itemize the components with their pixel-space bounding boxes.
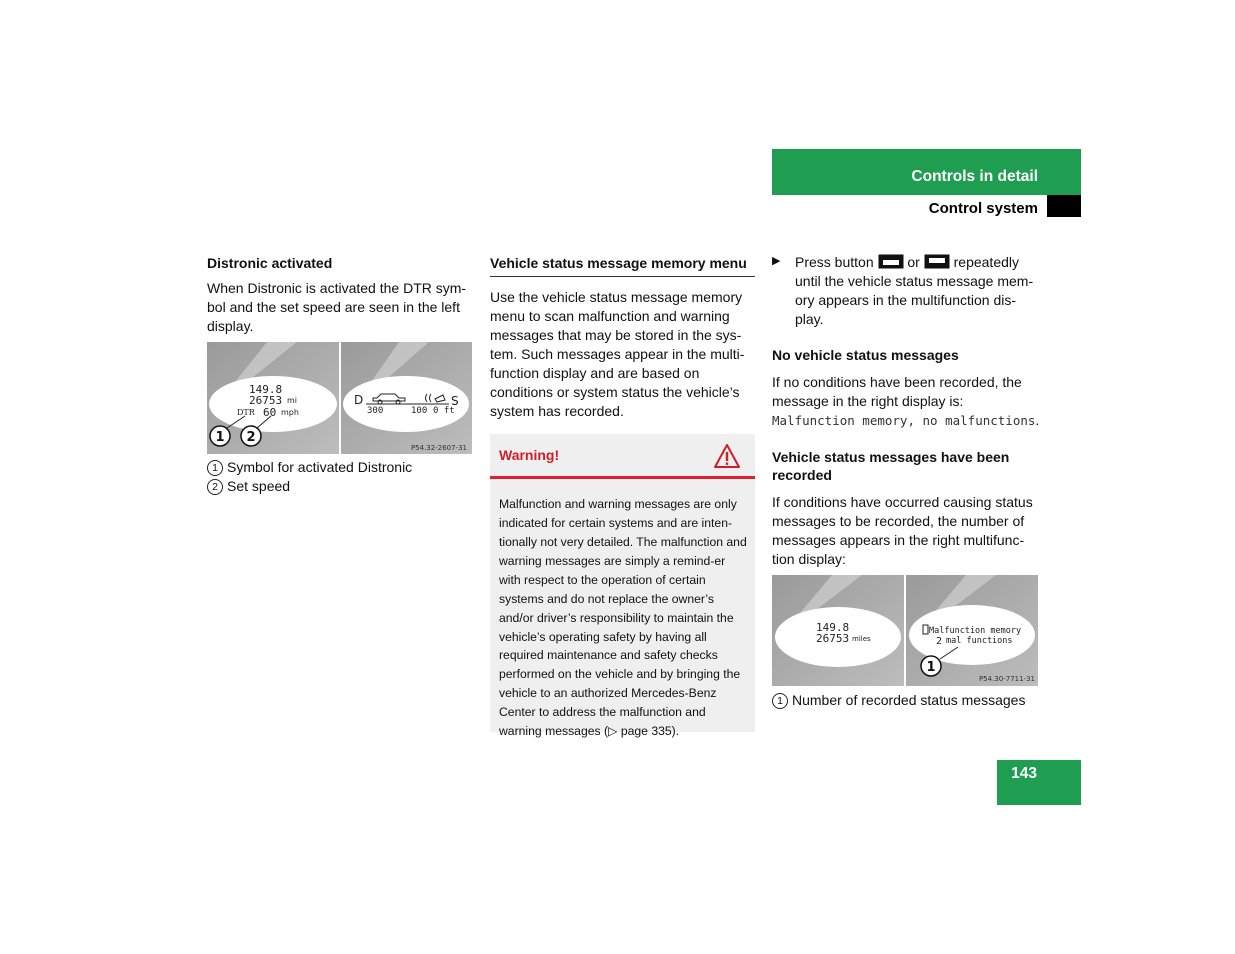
odo-value: 26753 bbox=[249, 394, 283, 407]
malfunction-line1: Malfunction memory bbox=[929, 626, 1022, 636]
callout-2: 2 bbox=[246, 430, 256, 445]
memory-menu-heading: Vehicle status message memory menu bbox=[490, 255, 747, 271]
warning-rule bbox=[490, 476, 755, 479]
trip-value: 149.8 bbox=[249, 383, 283, 396]
callout-1: 1 bbox=[926, 660, 936, 675]
step-bullet: ▶ bbox=[772, 255, 781, 267]
legend-num: 2 bbox=[207, 479, 223, 495]
odo-value: 26753 bbox=[816, 632, 850, 645]
distronic-heading: Distronic activated bbox=[207, 255, 333, 271]
step-text: Press button or repeatedly until the vehicle status message mem-ory appears in the multifunction dis-play. bbox=[795, 254, 1034, 327]
legend-num: 1 bbox=[207, 460, 223, 476]
gear-letter-d: D bbox=[354, 393, 364, 407]
button-up-icon bbox=[878, 254, 904, 269]
distronic-text: When Distronic is activated the DTR sym-bol and the set speed are seen in the left display. bbox=[207, 280, 467, 334]
display-photo-distronic-right bbox=[341, 342, 472, 454]
speed-unit: mph bbox=[281, 408, 299, 417]
section-title: Controls in detail bbox=[911, 168, 1038, 185]
subsection-title: Control system bbox=[928, 200, 1038, 217]
display-photo-status-left bbox=[772, 575, 904, 686]
image-code: P54.32-2607-31 bbox=[410, 444, 467, 452]
legend-item bbox=[207, 477, 477, 496]
odo-unit: miles bbox=[852, 635, 871, 643]
callout-1: 1 bbox=[215, 430, 225, 445]
header-marker bbox=[1047, 195, 1081, 217]
dist-300: 300 bbox=[367, 406, 384, 416]
recorded-text: If conditions have occurred causing status messages to be recorded, the number of messages appears in the right multifunc-tion display: bbox=[772, 494, 1033, 567]
recorded-heading: Vehicle status messages have been recorded bbox=[772, 449, 1010, 483]
legend-text: Symbol for activated Distronic bbox=[227, 459, 413, 475]
dtr-symbol: DTR bbox=[237, 408, 255, 417]
page-number: 143 bbox=[1011, 765, 1037, 782]
dist-0ft: 0 ft bbox=[433, 406, 455, 416]
no-messages-text: If no conditions have been recorded, the message in the right display is: Malfunction memory, no malfunctions. bbox=[772, 374, 1040, 428]
legend-item bbox=[207, 458, 477, 477]
set-speed: 60 bbox=[263, 406, 277, 419]
warning-triangle-icon bbox=[713, 443, 741, 469]
memory-menu-text: Use the vehicle status message memory menu to scan malfunction and warning messages that may be stored in the sys-tem. Such messages appear in the multi-function display and are based on conditions or system status the vehicle’s system has recorded. bbox=[490, 289, 745, 419]
legend-item bbox=[772, 691, 1052, 710]
display-message: Malfunction memory, no malfunctions bbox=[772, 413, 1036, 428]
button-down-icon bbox=[924, 254, 950, 269]
heading-rule bbox=[490, 276, 755, 277]
malfunction-line2: mal functions bbox=[946, 636, 1013, 646]
mode-letter-s: S bbox=[451, 394, 459, 408]
legend-text: Number of recorded status messages bbox=[792, 692, 1026, 708]
legend-num: 1 bbox=[772, 693, 788, 709]
malfunction-count: 2 bbox=[936, 636, 943, 647]
no-messages-heading: No vehicle status messages bbox=[772, 347, 959, 363]
display-photo-status-right bbox=[906, 575, 1038, 686]
odo-unit: mi bbox=[287, 396, 298, 405]
display-photo-distronic-left bbox=[207, 342, 339, 454]
dist-100: 100 bbox=[411, 406, 428, 416]
warning-title: Warning! bbox=[499, 447, 560, 463]
trip-value: 149.8 bbox=[816, 621, 850, 634]
image-code: P54.30-7711-31 bbox=[978, 675, 1035, 683]
warning-text: Malfunction and warning messages are only indicated for certain systems and are inten-tionally not very detailed. The malfunction and warning messages are simply a remind-er with respect to the operation of certain systems and do not replace the owner’s and/or driver’s responsibility to maintain the vehicle’s operating safety by having all required maintenance and safety checks performed on the vehicle and by bringing the vehicle to an authorized Mercedes-Benz Center to address the malfunction and warning messages (▷ page 335). bbox=[499, 497, 747, 739]
legend-text: Set speed bbox=[227, 478, 291, 494]
